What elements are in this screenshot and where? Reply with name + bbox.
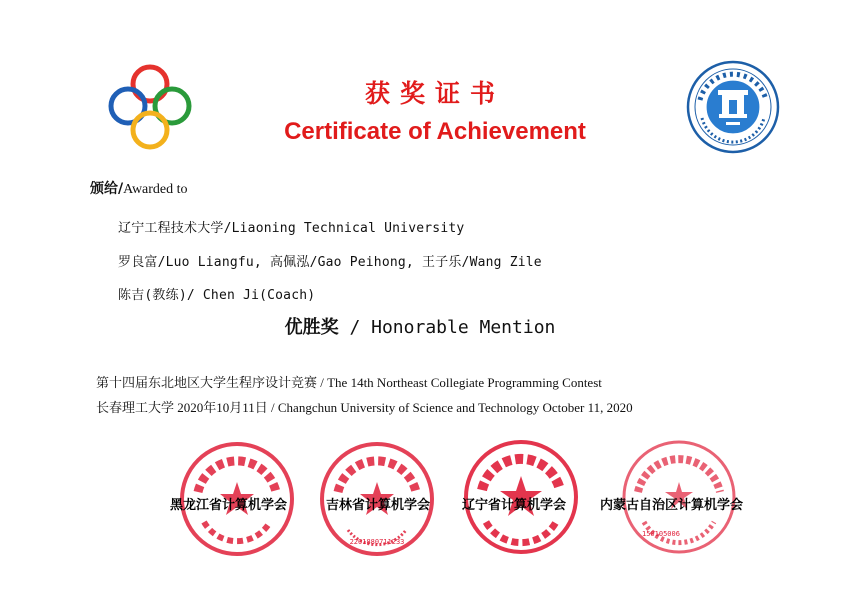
team-coach: 陈吉(教练)/ Chen Ji(Coach) (118, 288, 316, 303)
awarded-to-label (90, 178, 188, 198)
award-level (200, 313, 640, 339)
contest-name: 第十四届东北地区大学生程序设计竞赛 / The 14th Northeast Collegiate Programming Contest (96, 375, 602, 390)
stamp-serial: 2201880711233 (349, 538, 405, 546)
organizer-liaoning: 辽宁省计算机学会 (462, 498, 567, 513)
stamp-serial: 150105006 (642, 530, 680, 538)
organizer-inner-mongolia: 内蒙古自治区计算机学会 (600, 498, 744, 513)
awarded-label-cn: 颁给/ (90, 181, 124, 197)
contest-venue-date: 长春理工大学 2020年10月11日 / Changchun University of Science and Technology October 11, 2020 (96, 400, 633, 415)
contest-rings-logo (104, 60, 196, 154)
school-name: 辽宁工程技术大学/Liaoning Technical University (118, 221, 465, 236)
award-level-cn: 优胜奖 (284, 317, 339, 338)
university-seal-logo (686, 60, 780, 154)
certificate-title-cn: 获奖证书 (364, 79, 505, 108)
award-level-en: / Honorable Mention (338, 317, 556, 338)
awarded-label-en: Awarded to (123, 182, 188, 197)
team-members: 罗良富/Luo Liangfu, 高佩泓/Gao Peihong, 王子乐/Wang Zile (118, 255, 542, 270)
organizer-heilongjiang: 黑龙江省计算机学会 (170, 498, 288, 513)
certificate-title-en: Certificate of Achievement (284, 118, 586, 145)
organizer-jilin: 吉林省计算机学会 (326, 498, 431, 513)
